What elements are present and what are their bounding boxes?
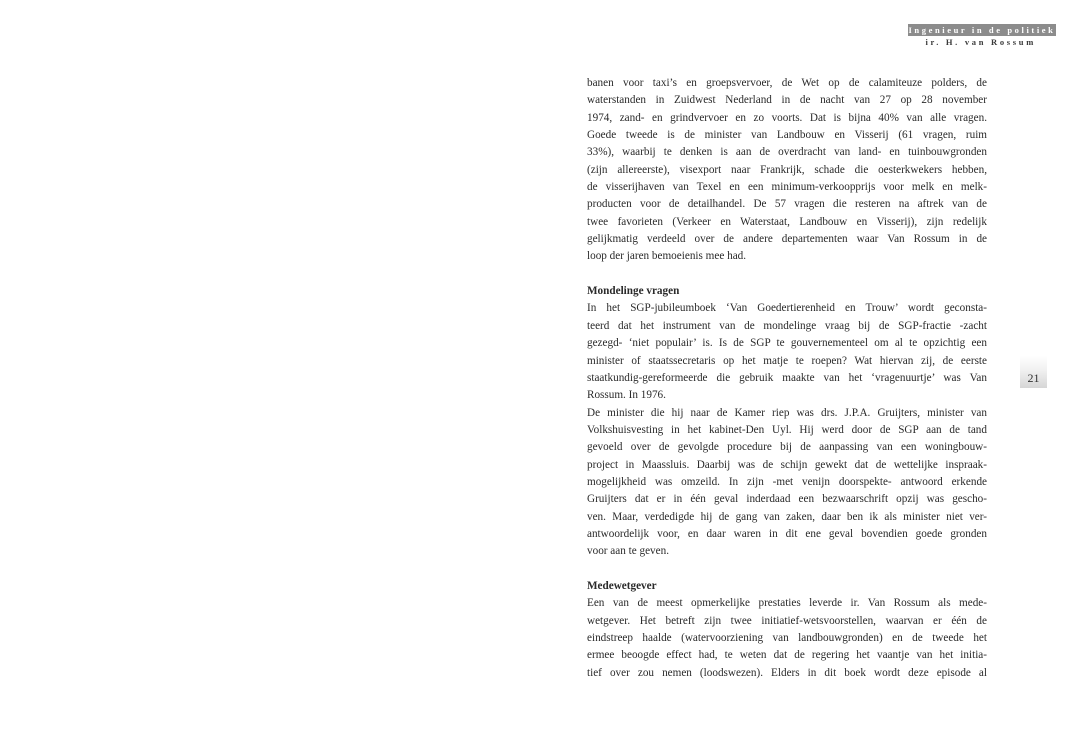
text-line: staatkundig-gereformeerde die gebruik maakte van het ‘vragenuurtje’ was Van xyxy=(587,371,987,384)
text-line: ven. Maar, verdedigde hij de gang van zaken, daar ben ik als minister niet ver- xyxy=(587,510,987,523)
running-header-author: ir. H. van Rossum xyxy=(925,37,1036,47)
text-line: De minister die hij naar de Kamer riep was drs. J.P.A. Gruijters, minister van xyxy=(587,406,987,419)
page-number: 21 xyxy=(1027,371,1040,385)
text-line: Rossum. In 1976. xyxy=(587,389,666,402)
text-line: twee favorieten (Verkeer en Waterstaat, Landbouw en Visserij), zijn redelijk xyxy=(587,215,987,228)
section-heading: Mondelinge vragen xyxy=(587,285,680,298)
text-line: gelijkmatig verdeeld over de andere departementen waar Van Rossum in de xyxy=(587,233,987,246)
text-line: Volkshuisvesting in het kabinet-Den Uyl. Hij werd door de SGP aan de tand xyxy=(587,423,987,436)
text-line: voor aan te geven. xyxy=(587,545,670,558)
text-line: 33%), waarbij te denken is aan de overdracht van land- en tuinbouwgronden xyxy=(587,146,987,159)
text-line: ermee beoogde effect had, te weten dat de regering het vaantje van het initia- xyxy=(587,649,987,662)
paragraph-gap xyxy=(587,266,987,283)
text-line: gevoeld over de gevolgde procedure bij de aanpassing van een woningbouw- xyxy=(587,441,987,454)
text-line: teerd dat het instrument van de mondelinge vraag bij de SGP-fractie -zacht xyxy=(587,319,987,332)
text-line: loop der jaren bemoeienis mee had. xyxy=(587,250,747,263)
body-text xyxy=(587,75,987,682)
text-line: minister of staatssecretaris op het matje te roepen? Wat hiervan zij, de eerste xyxy=(587,354,987,367)
text-line: antwoordelijk voor, en daar waren in dit ene geval bovendien goede gronden xyxy=(587,527,987,540)
page-number-tab xyxy=(1020,356,1047,388)
text-line: 1974, zand- en grindvervoer en zo voorts. Dat is bijna 40% van alle vragen. xyxy=(587,111,987,124)
section-heading: Medewetgever xyxy=(587,579,657,592)
text-line: wetgever. Het betreft zijn twee initiatief-wetsvoorstellen, waarvan er één de xyxy=(587,614,987,627)
text-line: de visserijhaven van Texel en een minimum-verkoopprijs voor melk en melk- xyxy=(587,181,987,194)
text-line: Een van de meest opmerkelijke prestaties leverde ir. Van Rossum als mede- xyxy=(587,597,987,610)
running-header-title: Ingenieur in de politiek xyxy=(908,25,1056,35)
text-line: gezegd- ‘niet populair’ is. Is de SGP te gouvernementeel om al te opzichtig een xyxy=(587,337,987,350)
text-line: producten voor de detailhandel. De 57 vragen die resteren na aftrek van de xyxy=(587,198,987,211)
text-line: project in Maassluis. Daarbij was de schijn gewekt dat de wettelijke inspraak- xyxy=(587,458,987,471)
text-line: Goede tweede is de minister van Landbouw en Visserij (61 vragen, ruim xyxy=(587,129,987,142)
text-line: mogelijkheid was omzeild. In zijn -met venijn doorspekte- antwoord erkende xyxy=(587,475,987,488)
text-line: waterstanden in Zuidwest Nederland in de nacht van 27 op 28 november xyxy=(587,94,987,107)
text-line: In het SGP-jubileumboek ‘Van Goedertierenheid en Trouw’ wordt geconsta- xyxy=(587,302,987,315)
text-line: Gruijters dat er in één geval inderdaad een bezwaarschrift opzij was gescho- xyxy=(587,493,987,506)
text-line: tief over zou nemen (loodswezen). Elders in dit boek wordt deze episode al xyxy=(587,666,987,679)
text-line: (zijn allereerste), visexport naar Frankrijk, schade die oesterkwekers hebben, xyxy=(587,163,987,176)
paragraph-gap xyxy=(587,561,987,578)
text-line: eindstreep haalde (watervoorziening van landbouwgronden) en de tweede het xyxy=(587,632,987,644)
text-line: banen voor taxi’s en groepsvervoer, de Wet op de calamiteuze polders, de xyxy=(587,77,987,89)
